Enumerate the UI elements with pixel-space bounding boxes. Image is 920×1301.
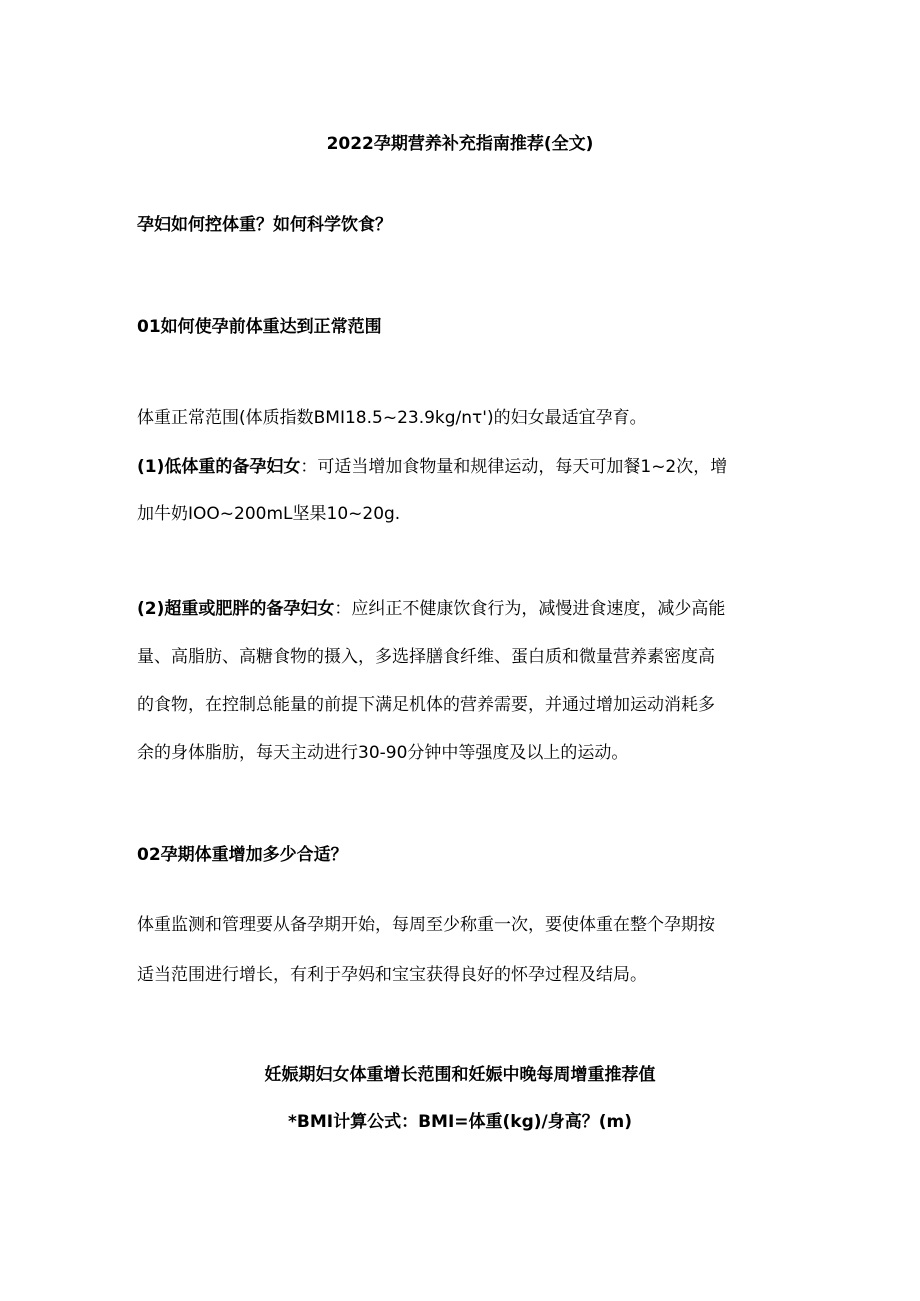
item-1-label: (1)低体重的备孕妇女 <box>137 457 301 477</box>
section-2-line-2: 适当范围进行增长，有利于孕妈和宝宝获得良好的怀孕过程及结局。 <box>137 965 647 985</box>
item-2-line-4: 余的身体脂肪，每天主动进行30-90分钟中等强度及以上的运动。 <box>137 743 629 763</box>
item-2-text: ：应纠正不健康饮食行为，减慢进食速度，减少高能 <box>334 599 726 619</box>
section-1-heading: 01如何使孕前体重达到正常范围 <box>137 317 382 337</box>
item-2-line-3: 的食物，在控制总能量的前提下满足机体的营养需要，并通过增加运动消耗多 <box>137 695 715 715</box>
section-2-heading: 02孕期体重增加多少合适？ <box>137 845 348 865</box>
section-2-line-1: 体重监测和管理要从备孕期开始，每周至少称重一次，要使体重在整个孕期按 <box>137 915 715 935</box>
item-2-line-2: 量、高脂肪、高糖食物的摄入，多选择膳食纤维、蛋白质和微量营养素密度高 <box>137 647 715 667</box>
item-2-label: (2)超重或肥胖的备孕妇女 <box>137 599 335 619</box>
item-1-line-1 <box>137 455 787 479</box>
table-caption: 妊娠期妇女体重增长范围和妊娠中晚每周增重推荐值 <box>264 1065 656 1085</box>
document-title: 2022孕期营养补充指南推荐(全文) <box>326 134 594 154</box>
bmi-formula: *BMI计算公式：BMI=体重(kg)/身高？(m) <box>287 1112 632 1132</box>
section-1-intro: 体重正常范围(体质指数BMI18.5~23.9kg∕nτ')的妇女最适宜孕育。 <box>137 408 647 428</box>
item-1-line-2: 加牛奶IOO~200mL坚果10~20g. <box>137 504 401 524</box>
item-2-line-1 <box>137 597 787 621</box>
document-subtitle: 孕妇如何控体重？如何科学饮食？ <box>137 215 392 235</box>
item-1-text: ：可适当增加食物量和规律运动，每天可加餐1~2次，增 <box>300 457 728 477</box>
